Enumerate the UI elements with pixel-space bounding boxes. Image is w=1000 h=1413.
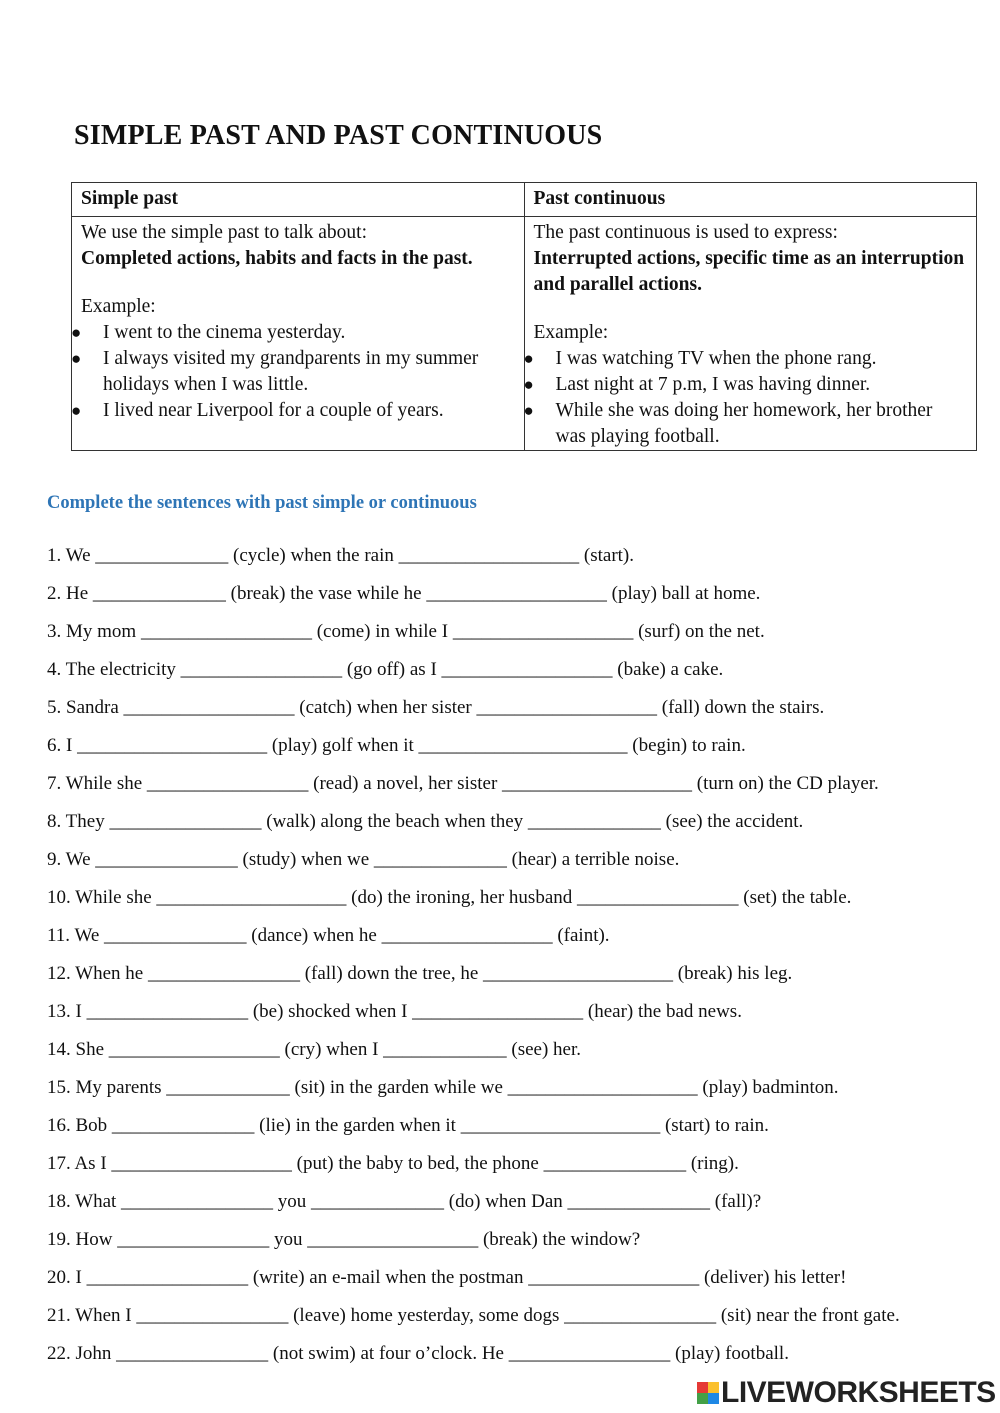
bullet-icon: ● — [71, 401, 82, 420]
simple-past-uses: Completed actions, habits and facts in the past. — [81, 248, 473, 269]
exercise-sentence-2[interactable]: 2. He ______________ (break) the vase while he ___________________ (play) ball at home. — [47, 583, 761, 604]
exercise-sentence-17[interactable]: 17. As I ___________________ (put) the baby to bed, the phone _______________ (ring). — [47, 1153, 739, 1174]
past-continuous-cell — [524, 217, 977, 451]
bullet-icon: ● — [71, 323, 82, 342]
list-item: ● Last night at 7 p.m, I was having dinner. — [532, 372, 968, 398]
bullet-icon: ● — [523, 375, 534, 394]
list-item: ● I always visited my grandparents in my summer holidays when I was little. — [71, 348, 479, 395]
bullet-icon: ● — [523, 401, 534, 420]
exercise-sentence-1[interactable]: 1. We ______________ (cycle) when the rain ___________________ (start). — [47, 545, 635, 566]
bullet-icon: ● — [523, 349, 534, 368]
exercise-sentence-4[interactable]: 4. The electricity _________________ (go off) as I __________________ (bake) a cake. — [47, 659, 724, 680]
exercise-sentence-20[interactable]: 20. I _________________ (write) an e-mail when the postman __________________ (deliver) his letter! — [47, 1267, 847, 1288]
liveworksheets-logo[interactable] — [697, 1376, 996, 1410]
logo-text: LIVEWORKSHEETS — [721, 1376, 996, 1409]
page-title: SIMPLE PAST AND PAST CONTINUOUS — [74, 120, 603, 151]
exercise-sentence-22[interactable]: 22. John ________________ (not swim) at four o’clock. He _________________ (play) football. — [47, 1343, 789, 1364]
exercise-sentence-18[interactable]: 18. What ________________ you ______________ (do) when Dan _______________ (fall)? — [47, 1191, 762, 1212]
simple-past-header: Simple past — [72, 183, 525, 217]
past-continuous-intro: The past continuous is used to express: — [533, 222, 838, 243]
exercise-sentence-5[interactable]: 5. Sandra __________________ (catch) when her sister ___________________ (fall) down the stairs. — [47, 697, 825, 718]
list-item: ● I was watching TV when the phone rang. — [532, 346, 968, 372]
past-continuous-uses: Interrupted actions, specific time as an interruption and parallel actions. — [533, 248, 965, 295]
exercise-sentence-3[interactable]: 3. My mom __________________ (come) in while I ___________________ (surf) on the net. — [47, 621, 765, 642]
exercise-sentence-16[interactable]: 16. Bob _______________ (lie) in the garden when it _____________________ (start) to rain. — [47, 1115, 769, 1136]
grammar-table — [71, 182, 977, 451]
list-item: ● I lived near Liverpool for a couple of years. — [79, 398, 515, 424]
exercise-sentence-19[interactable]: 19. How ________________ you __________________ (break) the window? — [47, 1229, 641, 1250]
liveworksheets-logo-icon — [697, 1382, 719, 1404]
list-item: ● While she was doing her homework, her brother was playing football. — [523, 400, 933, 447]
exercise-sentence-10[interactable]: 10. While she ____________________ (do) the ironing, her husband _________________ (set) the table. — [47, 887, 852, 908]
exercise-sentence-8[interactable]: 8. They ________________ (walk) along the beach when they ______________ (see) the accident. — [47, 811, 804, 832]
past-continuous-header: Past continuous — [524, 183, 977, 217]
simple-past-examples — [71, 320, 515, 424]
simple-past-intro: We use the simple past to talk about: — [81, 222, 367, 243]
simple-past-cell — [72, 217, 525, 451]
exercise-sentence-9[interactable]: 9. We _______________ (study) when we ______________ (hear) a terrible noise. — [47, 849, 680, 870]
exercise-sentence-21[interactable]: 21. When I ________________ (leave) home yesterday, some dogs ________________ (sit) near the front gate. — [47, 1305, 900, 1326]
past-continuous-examples — [523, 346, 968, 450]
list-item: ● I went to the cinema yesterday. — [79, 320, 515, 346]
exercise-sentence-6[interactable]: 6. I ____________________ (play) golf when it ______________________ (begin) to rain. — [47, 735, 746, 756]
exercise-sentence-13[interactable]: 13. I _________________ (be) shocked when I __________________ (hear) the bad news. — [47, 1001, 742, 1022]
exercise-sentence-11[interactable]: 11. We _______________ (dance) when he __________________ (faint). — [47, 925, 610, 946]
exercise-list — [47, 542, 977, 1378]
exercise-instruction: Complete the sentences with past simple or continuous — [47, 493, 477, 513]
exercise-sentence-12[interactable]: 12. When he ________________ (fall) down the tree, he ____________________ (break) his leg. — [47, 963, 793, 984]
exercise-sentence-14[interactable]: 14. She __________________ (cry) when I _____________ (see) her. — [47, 1039, 582, 1060]
simple-past-example-label: Example: — [81, 296, 156, 317]
exercise-sentence-7[interactable]: 7. While she _________________ (read) a novel, her sister ____________________ (turn on) the CD player. — [47, 773, 879, 794]
exercise-sentence-15[interactable]: 15. My parents _____________ (sit) in the garden while we ____________________ (play) badminton. — [47, 1077, 839, 1098]
bullet-icon: ● — [71, 349, 82, 368]
past-continuous-example-label: Example: — [533, 322, 609, 343]
